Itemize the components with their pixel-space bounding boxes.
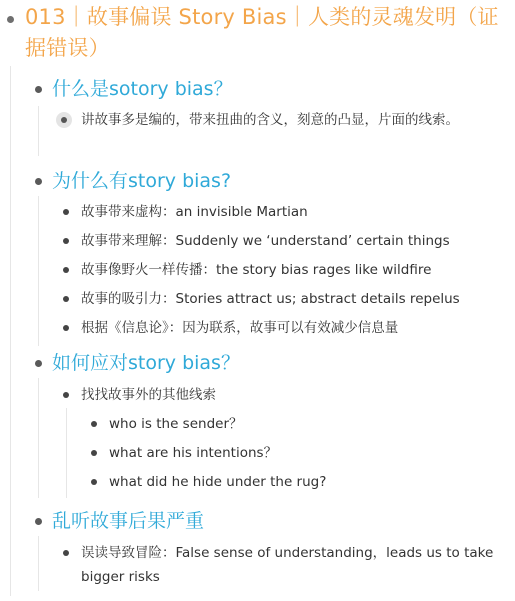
indent-guide-section-3-sub (66, 408, 67, 498)
indent-guide-section-2 (38, 196, 39, 346)
section-3-item-1: 找找故事外的其他线索 (81, 387, 216, 403)
collapsed-item-bullet[interactable] (56, 112, 72, 128)
section-2-item-3: 故事像野火一样传播：the story bias rages like wildfire (81, 262, 432, 278)
section-3-subitem-1: who is the sender？ (109, 416, 243, 432)
section-3-item-1-bullet[interactable] (63, 392, 69, 398)
section-2-item-2: 故事带来理解：Suddenly we ‘understand’ certain things (81, 233, 450, 249)
section-2-item-5: 根据《信息论》：因为联系，故事可以有效减少信息量 (81, 320, 399, 336)
section-2-item-4-bullet[interactable] (63, 296, 69, 302)
indent-guide-section-1 (38, 106, 39, 156)
section-3-heading: 如何应对story bias？ (52, 352, 240, 374)
section-3-subitem-2: what are his intentions？ (109, 445, 278, 461)
section-1-bullet[interactable] (35, 86, 42, 93)
section-3-subitem-1-bullet[interactable] (91, 421, 97, 427)
root-bullet[interactable] (7, 16, 14, 23)
indent-guide-section-3 (38, 378, 39, 498)
section-4-item-1: 误读导致冒险：False sense of understanding，leads us to take bigger risks (81, 545, 494, 585)
section-3-subitem-3-bullet[interactable] (91, 479, 97, 485)
section-3-subitem-3: what did he hide under the rug? (109, 474, 327, 490)
section-3-subitem-2-bullet[interactable] (91, 450, 97, 456)
section-2-item-1-bullet[interactable] (63, 209, 69, 215)
section-2-item-2-bullet[interactable] (63, 238, 69, 244)
section-2-bullet[interactable] (35, 178, 42, 185)
section-1-heading: 什么是sotory bias？ (52, 78, 233, 100)
section-2-item-3-bullet[interactable] (63, 267, 69, 273)
section-4-bullet[interactable] (35, 518, 42, 525)
section-1-item-1: 讲故事多是编的，带来扭曲的含义，刻意的凸显，片面的线索。 (81, 112, 459, 128)
section-2-heading: 为什么有story bias? (52, 170, 232, 192)
section-2-item-1: 故事带来虚构：an invisible Martian (81, 204, 308, 220)
section-4-heading: 乱听故事后果严重 (52, 510, 205, 532)
indent-guide-root (10, 66, 11, 596)
section-2-item-4: 故事的吸引力：Stories attract us; abstract details repelus (81, 291, 460, 307)
section-4-item-1-bullet[interactable] (63, 550, 69, 556)
page-title: 013｜故事偏误 Story Bias｜人类的灵魂发明（证据错误） (25, 5, 499, 60)
indent-guide-section-4 (38, 536, 39, 591)
section-3-bullet[interactable] (35, 360, 42, 367)
section-2-item-5-bullet[interactable] (63, 325, 69, 331)
